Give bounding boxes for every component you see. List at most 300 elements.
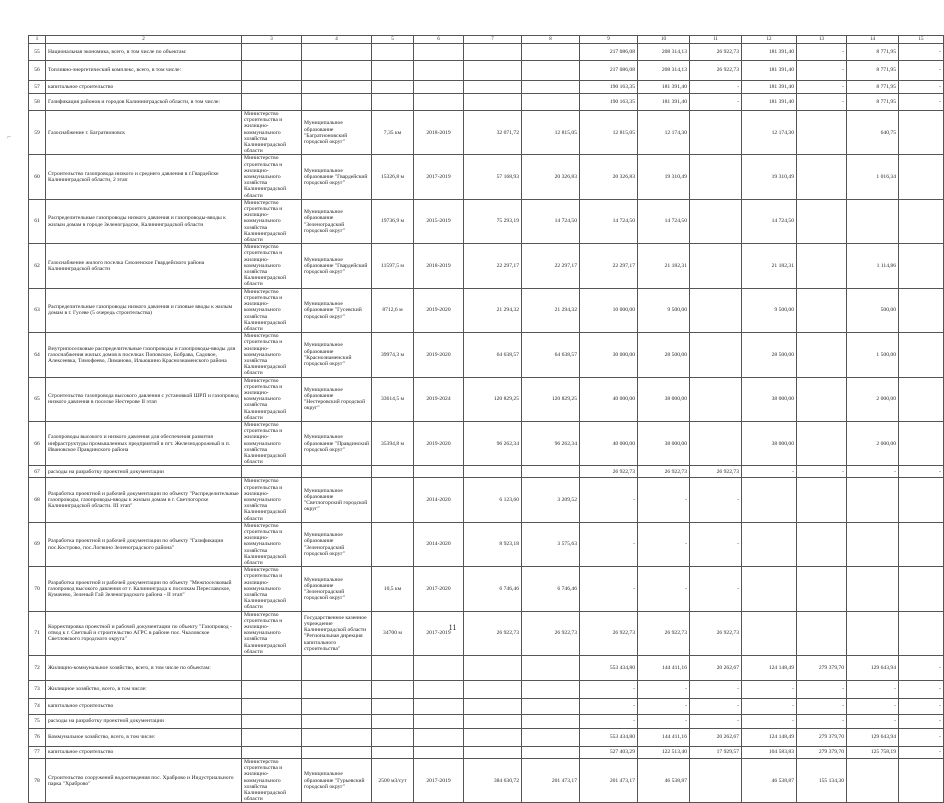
other-sources-cell: - [797, 44, 847, 61]
table-row [29, 421, 944, 465]
capacity-cell [372, 94, 414, 111]
table-row [29, 333, 944, 377]
owner-cell: Муниципальное образование "Зеленоградский городской округ" [302, 522, 372, 566]
capacity-cell [372, 681, 414, 699]
customer-cell: Министерство строительства и жилищно-коммунального хозяйства Калининградской области [242, 288, 302, 332]
regional-b-cell [742, 522, 797, 566]
reserve-cell [899, 111, 944, 155]
federal-2019-cell: - [638, 522, 690, 566]
header-cell: 7 [464, 36, 522, 44]
row-number-cell: 78 [29, 759, 46, 803]
federal-2019-cell: - [638, 699, 690, 715]
object-name-cell: Внутрипоселковые распределительные газопроводы и газопроводы-вводы для газоснабжения жилых домов в поселках Поповское, Бобрава, Садовое, Алексеевка, Тимофеево, Лиманово, Ильюшино Краснознаменского района [46, 333, 242, 377]
reserve-cell: - [899, 466, 944, 478]
other-sources-cell [797, 244, 847, 288]
reserve-cell: - [899, 729, 944, 747]
estimated-cost-cell: 96 262,34 [464, 421, 522, 465]
federal-2019-cell: - [638, 478, 690, 522]
period-cell: 2014-2020 [414, 522, 464, 566]
municipal-cell: 2 000,00 [847, 377, 899, 421]
period-cell: 2019-2024 [414, 377, 464, 421]
total-2019-cell: 26 922,73 [580, 611, 638, 655]
total-2019-cell: 14 724,50 [580, 199, 638, 243]
municipal-cell: - [847, 681, 899, 699]
period-cell [414, 81, 464, 94]
row-number-cell: 66 [29, 421, 46, 465]
remaining-cost-cell [522, 81, 580, 94]
reserve-cell [899, 611, 944, 655]
regional-b-cell: 14 724,50 [742, 199, 797, 243]
regional-a-cell [690, 244, 742, 288]
estimated-cost-cell: 21 294,32 [464, 288, 522, 332]
total-2019-cell: 22 297,17 [580, 244, 638, 288]
owner-cell [302, 44, 372, 61]
object-name-cell: Строительство газопровода низкого и среднего давления в г.Гвардейске Калининградской области, 2 этап [46, 155, 242, 199]
total-2019-cell: 40 000,00 [580, 421, 638, 465]
remaining-cost-cell [522, 656, 580, 681]
remaining-cost-cell: 3 209,52 [522, 478, 580, 522]
total-2019-cell: 10 000,00 [580, 288, 638, 332]
period-cell: 2017-2020 [414, 567, 464, 611]
row-number-cell: 62 [29, 244, 46, 288]
federal-2019-cell: 38 000,00 [638, 421, 690, 465]
capacity-cell [372, 699, 414, 715]
capacity-cell [372, 44, 414, 61]
object-name-cell: Строительство газопровода высокого давления с установкой ШРП и газопровод низкого давления в поселке Нестерове II этап [46, 377, 242, 421]
other-sources-cell: - [797, 466, 847, 478]
period-cell [414, 466, 464, 478]
federal-2019-cell: 181 391,40 [638, 81, 690, 94]
remaining-cost-cell [522, 44, 580, 61]
regional-b-cell: 104 583,83 [742, 747, 797, 759]
regional-b-cell: 46 538,87 [742, 759, 797, 803]
regional-b-cell: 181 391,40 [742, 61, 797, 81]
remaining-cost-cell: 3 575,63 [522, 522, 580, 566]
other-sources-cell [797, 421, 847, 465]
period-cell: 2017-2019 [414, 759, 464, 803]
header-cell: 15 [899, 36, 944, 44]
regional-b-cell [742, 478, 797, 522]
customer-cell [242, 466, 302, 478]
remaining-cost-cell: 14 724,50 [522, 199, 580, 243]
regional-a-cell: - [690, 681, 742, 699]
other-sources-cell: - [797, 715, 847, 729]
owner-cell [302, 729, 372, 747]
federal-2019-cell: 26 922,73 [638, 466, 690, 478]
customer-cell: Министерство строительства и жилищно-коммунального хозяйства Калининградской области [242, 759, 302, 803]
owner-cell [302, 715, 372, 729]
table-row [29, 729, 944, 747]
total-2019-cell: - [580, 522, 638, 566]
remaining-cost-cell [522, 681, 580, 699]
table-row [29, 199, 944, 243]
reserve-cell [899, 522, 944, 566]
regional-b-cell: 9 500,00 [742, 288, 797, 332]
owner-cell: Муниципальное образование "Багратионовский городской округ" [302, 111, 372, 155]
object-name-cell: капитальное строительство [46, 699, 242, 715]
customer-cell [242, 94, 302, 111]
other-sources-cell [797, 111, 847, 155]
total-2019-cell: - [580, 478, 638, 522]
table-row [29, 155, 944, 199]
header-cell: 5 [372, 36, 414, 44]
federal-2019-cell: - [638, 681, 690, 699]
other-sources-cell [797, 377, 847, 421]
table-row [29, 478, 944, 522]
estimated-cost-cell [464, 81, 522, 94]
owner-cell: Государственное казенное учреждение Калининградской области "Региональная дирекция капитального строительства" [302, 611, 372, 655]
regional-b-cell: - [742, 466, 797, 478]
header-cell: 14 [847, 36, 899, 44]
federal-2019-cell: 14 724,50 [638, 199, 690, 243]
period-cell [414, 94, 464, 111]
reserve-cell: - [899, 699, 944, 715]
row-number-cell: 76 [29, 729, 46, 747]
other-sources-cell [797, 155, 847, 199]
remaining-cost-cell [522, 466, 580, 478]
capacity-cell: 2500 м3/сут [372, 759, 414, 803]
remaining-cost-cell [522, 94, 580, 111]
federal-2019-cell: - [638, 715, 690, 729]
owner-cell: Муниципальное образование "Краснознаменский городской округ" [302, 333, 372, 377]
reserve-cell [899, 288, 944, 332]
regional-a-cell [690, 199, 742, 243]
regional-a-cell: 26 922,73 [690, 44, 742, 61]
capacity-cell [372, 656, 414, 681]
customer-cell: Министерство строительства и жилищно-коммунального хозяйства Калининградской области [242, 421, 302, 465]
total-2019-cell: 217 086,08 [580, 61, 638, 81]
capacity-cell [372, 715, 414, 729]
federal-2019-cell: 26 922,73 [638, 611, 690, 655]
regional-b-cell: 181 391,40 [742, 44, 797, 61]
object-name-cell: Распределительные газопроводы низкого давления и газопроводы-вводы к жилым домам в городе Зеленоградске, Калининградской области [46, 199, 242, 243]
municipal-cell: 1 500,00 [847, 333, 899, 377]
header-cell: 1 [29, 36, 46, 44]
capacity-cell: 39974,3 м [372, 333, 414, 377]
row-number-cell: 71 [29, 611, 46, 655]
other-sources-cell: 279 379,70 [797, 656, 847, 681]
regional-b-cell: 181 391,40 [742, 94, 797, 111]
header-row [29, 36, 944, 44]
table-row [29, 759, 944, 803]
header-cell: 2 [46, 36, 242, 44]
owner-cell [302, 94, 372, 111]
row-number-cell: 67 [29, 466, 46, 478]
customer-cell [242, 681, 302, 699]
regional-a-cell: 20 262,67 [690, 656, 742, 681]
owner-cell: Муниципальное образование "Гусевский городской округ" [302, 288, 372, 332]
object-name-cell: Газопроводы высокого и низкого давления для обеспечения развития инфраструктуры промышленных предприятий в пгт. Железнодорожный и п. Ивановское Правдинского района [46, 421, 242, 465]
customer-cell [242, 44, 302, 61]
reserve-cell [899, 759, 944, 803]
customer-cell [242, 699, 302, 715]
municipal-cell: - [847, 715, 899, 729]
owner-cell [302, 466, 372, 478]
object-name-cell: Разработка проектной и рабочей документации по объекту "Распределительные газопроводы, газопроводы-вводы к жилым домам в г. Светлогорске Калининградской области. III этап" [46, 478, 242, 522]
other-sources-cell [797, 522, 847, 566]
object-name-cell: Газификация районов и городов Калининградской области, в том числе: [46, 94, 242, 111]
regional-a-cell: 20 262,67 [690, 729, 742, 747]
municipal-cell: 129 643,94 [847, 729, 899, 747]
row-number-cell: 74 [29, 699, 46, 715]
capacity-cell: 33614,5 м [372, 377, 414, 421]
total-2019-cell: - [580, 681, 638, 699]
municipal-cell: 129 643,94 [847, 656, 899, 681]
capacity-cell [372, 747, 414, 759]
object-name-cell: Национальная экономика, всего, в том числе по объектам: [46, 44, 242, 61]
owner-cell: Муниципальное образование "Правдинский городской округ" [302, 421, 372, 465]
total-2019-cell: 40 000,00 [580, 377, 638, 421]
reserve-cell: - [899, 681, 944, 699]
total-2019-cell: 217 086,08 [580, 44, 638, 61]
municipal-cell [847, 611, 899, 655]
table-row [29, 44, 944, 61]
federal-2019-cell: 144 411,16 [638, 729, 690, 747]
federal-2019-cell: 19 310,49 [638, 155, 690, 199]
municipal-cell: 8 771,95 [847, 81, 899, 94]
row-number-cell: 59 [29, 111, 46, 155]
remaining-cost-cell: 64 638,57 [522, 333, 580, 377]
other-sources-cell [797, 567, 847, 611]
customer-cell: Министерство строительства и жилищно-коммунального хозяйства Калининградской области [242, 155, 302, 199]
total-2019-cell: - [580, 715, 638, 729]
customer-cell: Министерство строительства и жилищно-коммунального хозяйства Калининградской области [242, 333, 302, 377]
owner-cell: Муниципальное образование "Светлогорский городской округ" [302, 478, 372, 522]
regional-b-cell: 21 182,31 [742, 244, 797, 288]
municipal-cell [847, 759, 899, 803]
federal-2019-cell: 144 411,16 [638, 656, 690, 681]
total-2019-cell: 201 473,17 [580, 759, 638, 803]
table-row [29, 522, 944, 566]
period-cell: 2014-2020 [414, 478, 464, 522]
owner-cell [302, 61, 372, 81]
object-name-cell: Распределительные газопроводы низкого давления и газовые вводы к жилым домам в г. Гусеве (5 очередь строительства) [46, 288, 242, 332]
reserve-cell: - [899, 44, 944, 61]
period-cell [414, 747, 464, 759]
capacity-cell [372, 478, 414, 522]
regional-a-cell: - [690, 478, 742, 522]
reserve-cell: - [899, 715, 944, 729]
period-cell [414, 699, 464, 715]
header-cell: 13 [797, 36, 847, 44]
customer-cell [242, 81, 302, 94]
remaining-cost-cell: 21 294,32 [522, 288, 580, 332]
owner-cell: Муниципальное образование "Нестеровский городской округ" [302, 377, 372, 421]
capacity-cell: 11597,5 м [372, 244, 414, 288]
regional-a-cell: 26 922,73 [690, 466, 742, 478]
regional-a-cell [690, 333, 742, 377]
regional-a-cell: - [690, 522, 742, 566]
object-name-cell: Коммунальное хозяйство, всего, в том числе: [46, 729, 242, 747]
row-number-cell: 55 [29, 44, 46, 61]
period-cell [414, 729, 464, 747]
estimated-cost-cell [464, 747, 522, 759]
estimated-cost-cell: 22 297,17 [464, 244, 522, 288]
total-2019-cell: 553 434,80 [580, 656, 638, 681]
customer-cell [242, 61, 302, 81]
capacity-cell [372, 81, 414, 94]
row-number-cell: 75 [29, 715, 46, 729]
municipal-cell: 125 758,19 [847, 747, 899, 759]
period-cell: 2019-2020 [414, 288, 464, 332]
page-number: 11 [448, 623, 457, 632]
municipal-cell: 8 771,95 [847, 44, 899, 61]
capacity-cell: 35394,8 м [372, 421, 414, 465]
regional-a-cell [690, 759, 742, 803]
table-row [29, 288, 944, 332]
period-cell [414, 44, 464, 61]
capacity-cell [372, 729, 414, 747]
estimated-cost-cell: 8 923,18 [464, 522, 522, 566]
remaining-cost-cell [522, 729, 580, 747]
capacity-cell [372, 522, 414, 566]
regional-a-cell: 26 922,73 [690, 61, 742, 81]
object-name-cell: Топливно-энергетический комплекс, всего, в том числе: [46, 61, 242, 81]
municipal-cell: 1 016,34 [847, 155, 899, 199]
customer-cell [242, 747, 302, 759]
regional-a-cell: - [690, 699, 742, 715]
regional-b-cell: 38 000,00 [742, 377, 797, 421]
total-2019-cell: 26 922,73 [580, 466, 638, 478]
municipal-cell: 500,00 [847, 288, 899, 332]
table-row [29, 244, 944, 288]
reserve-cell [899, 421, 944, 465]
regional-a-cell [690, 155, 742, 199]
capacity-cell: 10,5 км [372, 567, 414, 611]
remaining-cost-cell [522, 747, 580, 759]
regional-a-cell: - [690, 81, 742, 94]
row-number-cell: 73 [29, 681, 46, 699]
table-row [29, 715, 944, 729]
federal-2019-cell: 38 000,00 [638, 377, 690, 421]
regional-b-cell [742, 567, 797, 611]
header-cell: 10 [638, 36, 690, 44]
total-2019-cell: 553 434,80 [580, 729, 638, 747]
remaining-cost-cell: 26 922,73 [522, 611, 580, 655]
table-row [29, 567, 944, 611]
row-number-cell: 65 [29, 377, 46, 421]
row-number-cell: 77 [29, 747, 46, 759]
municipal-cell [847, 567, 899, 611]
estimated-cost-cell [464, 681, 522, 699]
estimated-cost-cell [464, 656, 522, 681]
table-row [29, 611, 944, 655]
table-row [29, 747, 944, 759]
row-number-cell: 72 [29, 656, 46, 681]
period-cell: 2017-2019 [414, 155, 464, 199]
total-2019-cell: 190 163,35 [580, 81, 638, 94]
estimated-cost-cell: 64 638,57 [464, 333, 522, 377]
other-sources-cell [797, 478, 847, 522]
customer-cell [242, 656, 302, 681]
owner-cell [302, 747, 372, 759]
municipal-cell: 8 771,95 [847, 94, 899, 111]
estimated-cost-cell: 26 922,73 [464, 611, 522, 655]
federal-2019-cell: 208 314,13 [638, 44, 690, 61]
total-2019-cell: - [580, 699, 638, 715]
estimated-cost-cell: 384 630,72 [464, 759, 522, 803]
remaining-cost-cell: 120 829,25 [522, 377, 580, 421]
federal-2019-cell: 28 500,00 [638, 333, 690, 377]
row-number-cell: 57 [29, 81, 46, 94]
period-cell [414, 61, 464, 81]
row-number-cell: 60 [29, 155, 46, 199]
row-number-cell: 70 [29, 567, 46, 611]
other-sources-cell: 279 379,70 [797, 729, 847, 747]
regional-a-cell [690, 111, 742, 155]
customer-cell: Министерство строительства и жилищно-коммунального хозяйства Калининградской области [242, 244, 302, 288]
object-name-cell: Строительство сооружений водоотведения пос. Храброво и Индустриального парка "Храброво" [46, 759, 242, 803]
regional-a-cell: 26 922,73 [690, 611, 742, 655]
capacity-cell: 8712,6 м [372, 288, 414, 332]
reserve-cell: - [899, 94, 944, 111]
header-cell: 3 [242, 36, 302, 44]
remaining-cost-cell: 12 815,05 [522, 111, 580, 155]
other-sources-cell: 279 379,70 [797, 747, 847, 759]
regional-b-cell: - [742, 699, 797, 715]
regional-b-cell: 38 000,00 [742, 421, 797, 465]
header-cell: 12 [742, 36, 797, 44]
period-cell [414, 681, 464, 699]
period-cell: 2018-2019 [414, 111, 464, 155]
reserve-cell: - [899, 747, 944, 759]
margin-mark: ⌐ [7, 133, 11, 141]
capacity-cell: 7,35 км [372, 111, 414, 155]
total-2019-cell: - [580, 567, 638, 611]
capacity-cell [372, 61, 414, 81]
header-cell: 11 [690, 36, 742, 44]
table-row [29, 656, 944, 681]
owner-cell: Муниципальное образование "Гвардейский городской округ" [302, 244, 372, 288]
row-number-cell: 61 [29, 199, 46, 243]
owner-cell [302, 681, 372, 699]
owner-cell: Муниципальное образование "Зеленоградский городской округ" [302, 567, 372, 611]
row-number-cell: 68 [29, 478, 46, 522]
regional-a-cell: - [690, 715, 742, 729]
municipal-cell: - [847, 466, 899, 478]
estimated-cost-cell [464, 466, 522, 478]
remaining-cost-cell [522, 699, 580, 715]
municipal-cell: 1 114,86 [847, 244, 899, 288]
estimated-cost-cell [464, 61, 522, 81]
object-name-cell: капитальное строительство [46, 747, 242, 759]
object-name-cell: Газоснабжение г. Багратионовск [46, 111, 242, 155]
table-row [29, 466, 944, 478]
customer-cell: Министерство строительства и жилищно-коммунального хозяйства Калининградской области [242, 111, 302, 155]
object-name-cell: расходы на разработку проектной документации [46, 466, 242, 478]
estimated-cost-cell: 32 071,72 [464, 111, 522, 155]
row-number-cell: 58 [29, 94, 46, 111]
object-name-cell: Разработка проектной и рабочей документации по объекту "Межпоселковый газопровод высокого давления от г. Калининграда к поселкам Переславское, Кумачево, Зеленый Гай Зеленоградского района - II этап" [46, 567, 242, 611]
customer-cell: Министерство строительства и жилищно-коммунального хозяйства Калининградской области [242, 611, 302, 655]
other-sources-cell: - [797, 699, 847, 715]
municipal-cell: 8 771,95 [847, 61, 899, 81]
row-number-cell: 64 [29, 333, 46, 377]
header-cell: 4 [302, 36, 372, 44]
estimated-cost-cell [464, 44, 522, 61]
other-sources-cell: - [797, 61, 847, 81]
object-name-cell: Корректировка проектной и рабочей документации по объекту "Газопровод - отвод к г. Светлый и строительство АГРС в районе пос. Чкаловское Светловского городского округа" [46, 611, 242, 655]
regional-b-cell: 124 148,49 [742, 656, 797, 681]
row-number-cell: 63 [29, 288, 46, 332]
header-cell: 9 [580, 36, 638, 44]
remaining-cost-cell: 201 473,17 [522, 759, 580, 803]
federal-2019-cell: - [638, 567, 690, 611]
reserve-cell [899, 244, 944, 288]
regional-b-cell: 12 174,30 [742, 111, 797, 155]
period-cell [414, 656, 464, 681]
table-row [29, 94, 944, 111]
